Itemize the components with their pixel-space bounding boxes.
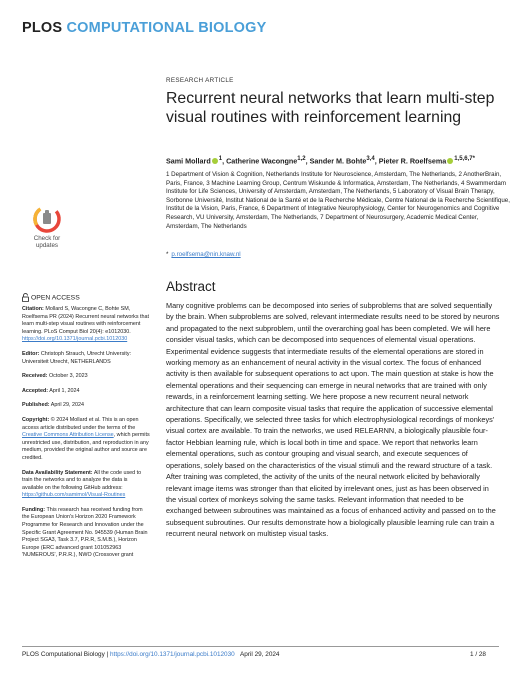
copyright-label: Copyright: <box>22 416 50 423</box>
journal-name-plos: PLOS <box>22 20 67 36</box>
open-access-label <box>22 293 80 302</box>
author-affiliation-marker: 1 <box>218 156 223 162</box>
affiliations: 1 Department of Vision & Cognition, Netherlands Institute for Neuroscience, Amsterdam, The Netherlands, 2 AnotherBrain, Paris, France, 3 Machine Learning Group, Centrum Wiskunde & Informatica, Amsterdam, The Netherlands, 4 Swammerdam Institute for Life Sciences, University of Amsterdam, Amsterdam, The Netherlands, 5 Laboratory of Visual Brain Therapy, Sorbonne Université, Institut National de la Santé et de la Recherche Médicale, Centre National de la Recherche Scientifique, Institut de la Vision, Paris, France, 6 Department of Integrative Neurophysiology, Center for Neurogenomics and Cognitive Research, VU University, Amsterdam, The Netherlands, 7 Department of Neurosurgery, Academic Medical Center, Amsterdam, The Netherlands <box>166 171 510 230</box>
received-date: October 3, 2023 <box>48 373 88 380</box>
abstract-heading: Abstract <box>166 279 216 294</box>
copyright-block <box>22 417 150 463</box>
check-for-updates-badge[interactable] <box>24 205 70 261</box>
correspondence <box>166 251 241 258</box>
orcid-icon[interactable] <box>447 158 453 164</box>
footer-date: April 29, 2024 <box>240 651 280 658</box>
author-affiliation-marker: 1,5,6,7* <box>454 156 475 162</box>
author-name[interactable]: Pieter R. Roelfsema <box>378 156 447 166</box>
check-for-updates-icon <box>24 205 70 235</box>
badge-label-line: Check for <box>33 235 61 242</box>
footer-journal: PLOS Computational Biology <box>22 651 105 658</box>
journal-name <box>22 20 266 36</box>
author-affiliation-marker: 1,2 <box>297 156 306 162</box>
citation-doi-link[interactable]: https://doi.org/10.1371/journal.pcbi.1012030 <box>22 336 128 343</box>
email-link[interactable]: p.roelfsema@nin.knaw.nl <box>171 251 241 258</box>
correspondence-marker: * <box>166 251 169 258</box>
accepted-date: April 1, 2024 <box>49 387 80 394</box>
footer-separator: | <box>104 651 110 658</box>
accepted-label: Accepted: <box>22 387 49 394</box>
page-footer <box>22 651 279 658</box>
citation-block <box>22 306 150 344</box>
received-label: Received: <box>22 373 48 380</box>
funding-label: Funding: <box>22 506 46 513</box>
editor-text: Christoph Strauch, Utrecht University: Universiteit Utrecht, NETHERLANDS <box>22 350 132 365</box>
author-list: Sami Mollard $^1$, Catherine Wacongne$^{1,2}$, Sander M. Bohte$^{3,4}$, Pieter R. Roelfsema $^{1,5,6,7*}$ <box>166 156 475 166</box>
editor-label: Editor: <box>22 350 40 357</box>
footer-divider <box>22 646 499 647</box>
author-name[interactable]: Catherine Wacongne <box>226 156 298 166</box>
citation-label: Citation: <box>22 306 44 312</box>
data-availability-text: All the code used to train the networks and to analyze the data is available on the following GitHub address: <box>22 469 142 491</box>
github-link[interactable]: https://github.com/samimol/Visual-Routines <box>22 492 126 499</box>
open-access-text: OPEN ACCESS <box>31 294 80 302</box>
accepted-block <box>22 388 150 396</box>
published-block <box>22 402 150 410</box>
copyright-text: © 2024 Mollard et al. This is an open access article distributed under the terms of the <box>22 416 139 431</box>
author-name[interactable]: Sander M. Bohte <box>309 156 367 166</box>
published-label: Published: <box>22 402 50 409</box>
author-name[interactable]: Sami Mollard <box>166 156 211 166</box>
page-number: 1 / 28 <box>470 651 486 658</box>
editor-block <box>22 351 150 366</box>
check-for-updates-label <box>24 235 70 249</box>
open-lock-icon <box>22 293 29 302</box>
funding-block <box>22 507 150 560</box>
article-title: Recurrent neural networks that learn multi-step visual routines with reinforcement learning <box>166 90 495 126</box>
orcid-icon[interactable] <box>212 158 218 164</box>
data-availability-block <box>22 470 150 500</box>
license-link[interactable]: Creative Commons Attribution License <box>22 432 114 439</box>
footer-doi-link[interactable]: https://doi.org/10.1371/journal.pcbi.1012030 <box>110 651 235 658</box>
data-availability-label: Data Availability Statement: <box>22 469 93 476</box>
citation-text: Mollard S, Wacongne C, Bohte SM, Roelfsema PR (2024) Recurrent neural networks that learn multi-step visual routines with reinforcement learning. PLoS Comput Biol 20(4): e1012030. <box>22 306 150 335</box>
author-affiliation-marker: 3,4 <box>366 156 375 162</box>
received-block <box>22 373 150 381</box>
funding-text: This research has received funding from the European Union's Horizon 2020 Framework Programme for Research and Innovation under the Specific Grant Agreement No. 945539 (Human Brain Project SGA3, Task 3.7, P.R.R, S.M.B.), Horizon Europe (ERC advanced grant 101052963 'NUMEROUS', P.R.R.), NWO (Crossover grant <box>22 506 148 559</box>
journal-name-subtitle: COMPUTATIONAL BIOLOGY <box>66 20 267 36</box>
abstract-body: Many cognitive problems can be decomposed into series of subproblems that are solved sequentially by the brain. When subproblems are solved, relevant intermediate results need to be stored by neurons and propagated to the next subproblem, until the overarching goal has been completed. We will here consider visual tasks, which can be decomposed into sequences of elemental visual operations. Experimental evidence suggests that intermediate results of the elemental operations are stored in working memory as an enhancement of neural activity in the visual cortex. The focus of enhanced activity is then available for subsequent operations to act upon. The main question at stake is how the elemental operations and their sequencing can emerge in neural networks that are trained with only rewards, in a reinforcement learning setting. We here propose a new recurrent neural network architecture that can learn composite visual tasks that require the application of successive elemental operations. Specifically, we selected three tasks for which electrophysiological recordings of monkeys' visual cortex are available. To train the networks, we used RELEARNN, a biologically plausible four-factor Hebbian learning rule, which is local both in time and space. We report that networks learn elemental operations, such as contour grouping and visual search, and execute sequences of operations, solely based on the characteristics of the visual stimuli and the reward structure of a task. After training was completed, the activity of the units of the neural network elicited by behaviorally relevant image items was stronger than that elicited by irrelevant ones, just as has been observed in the visual cortex of monkeys solving the same tasks. Relevant information that needed to be exchanged between subroutines was maintained as a focus of enhanced activity and passed on to the subsequent subroutines. Our results demonstrate how a biologically plausible learning rule can train a recurrent neural network on multistep visual tasks. <box>166 301 500 539</box>
published-date: April 29, 2024 <box>50 402 85 409</box>
article-type: RESEARCH ARTICLE <box>166 77 234 84</box>
badge-label-line: updates <box>35 242 59 249</box>
article-metadata-sidebar <box>22 306 150 567</box>
copyright-text-end: , which permits unrestricted use, distribution, and reproduction in any medium, provided the original author and source are credited. <box>22 432 150 461</box>
